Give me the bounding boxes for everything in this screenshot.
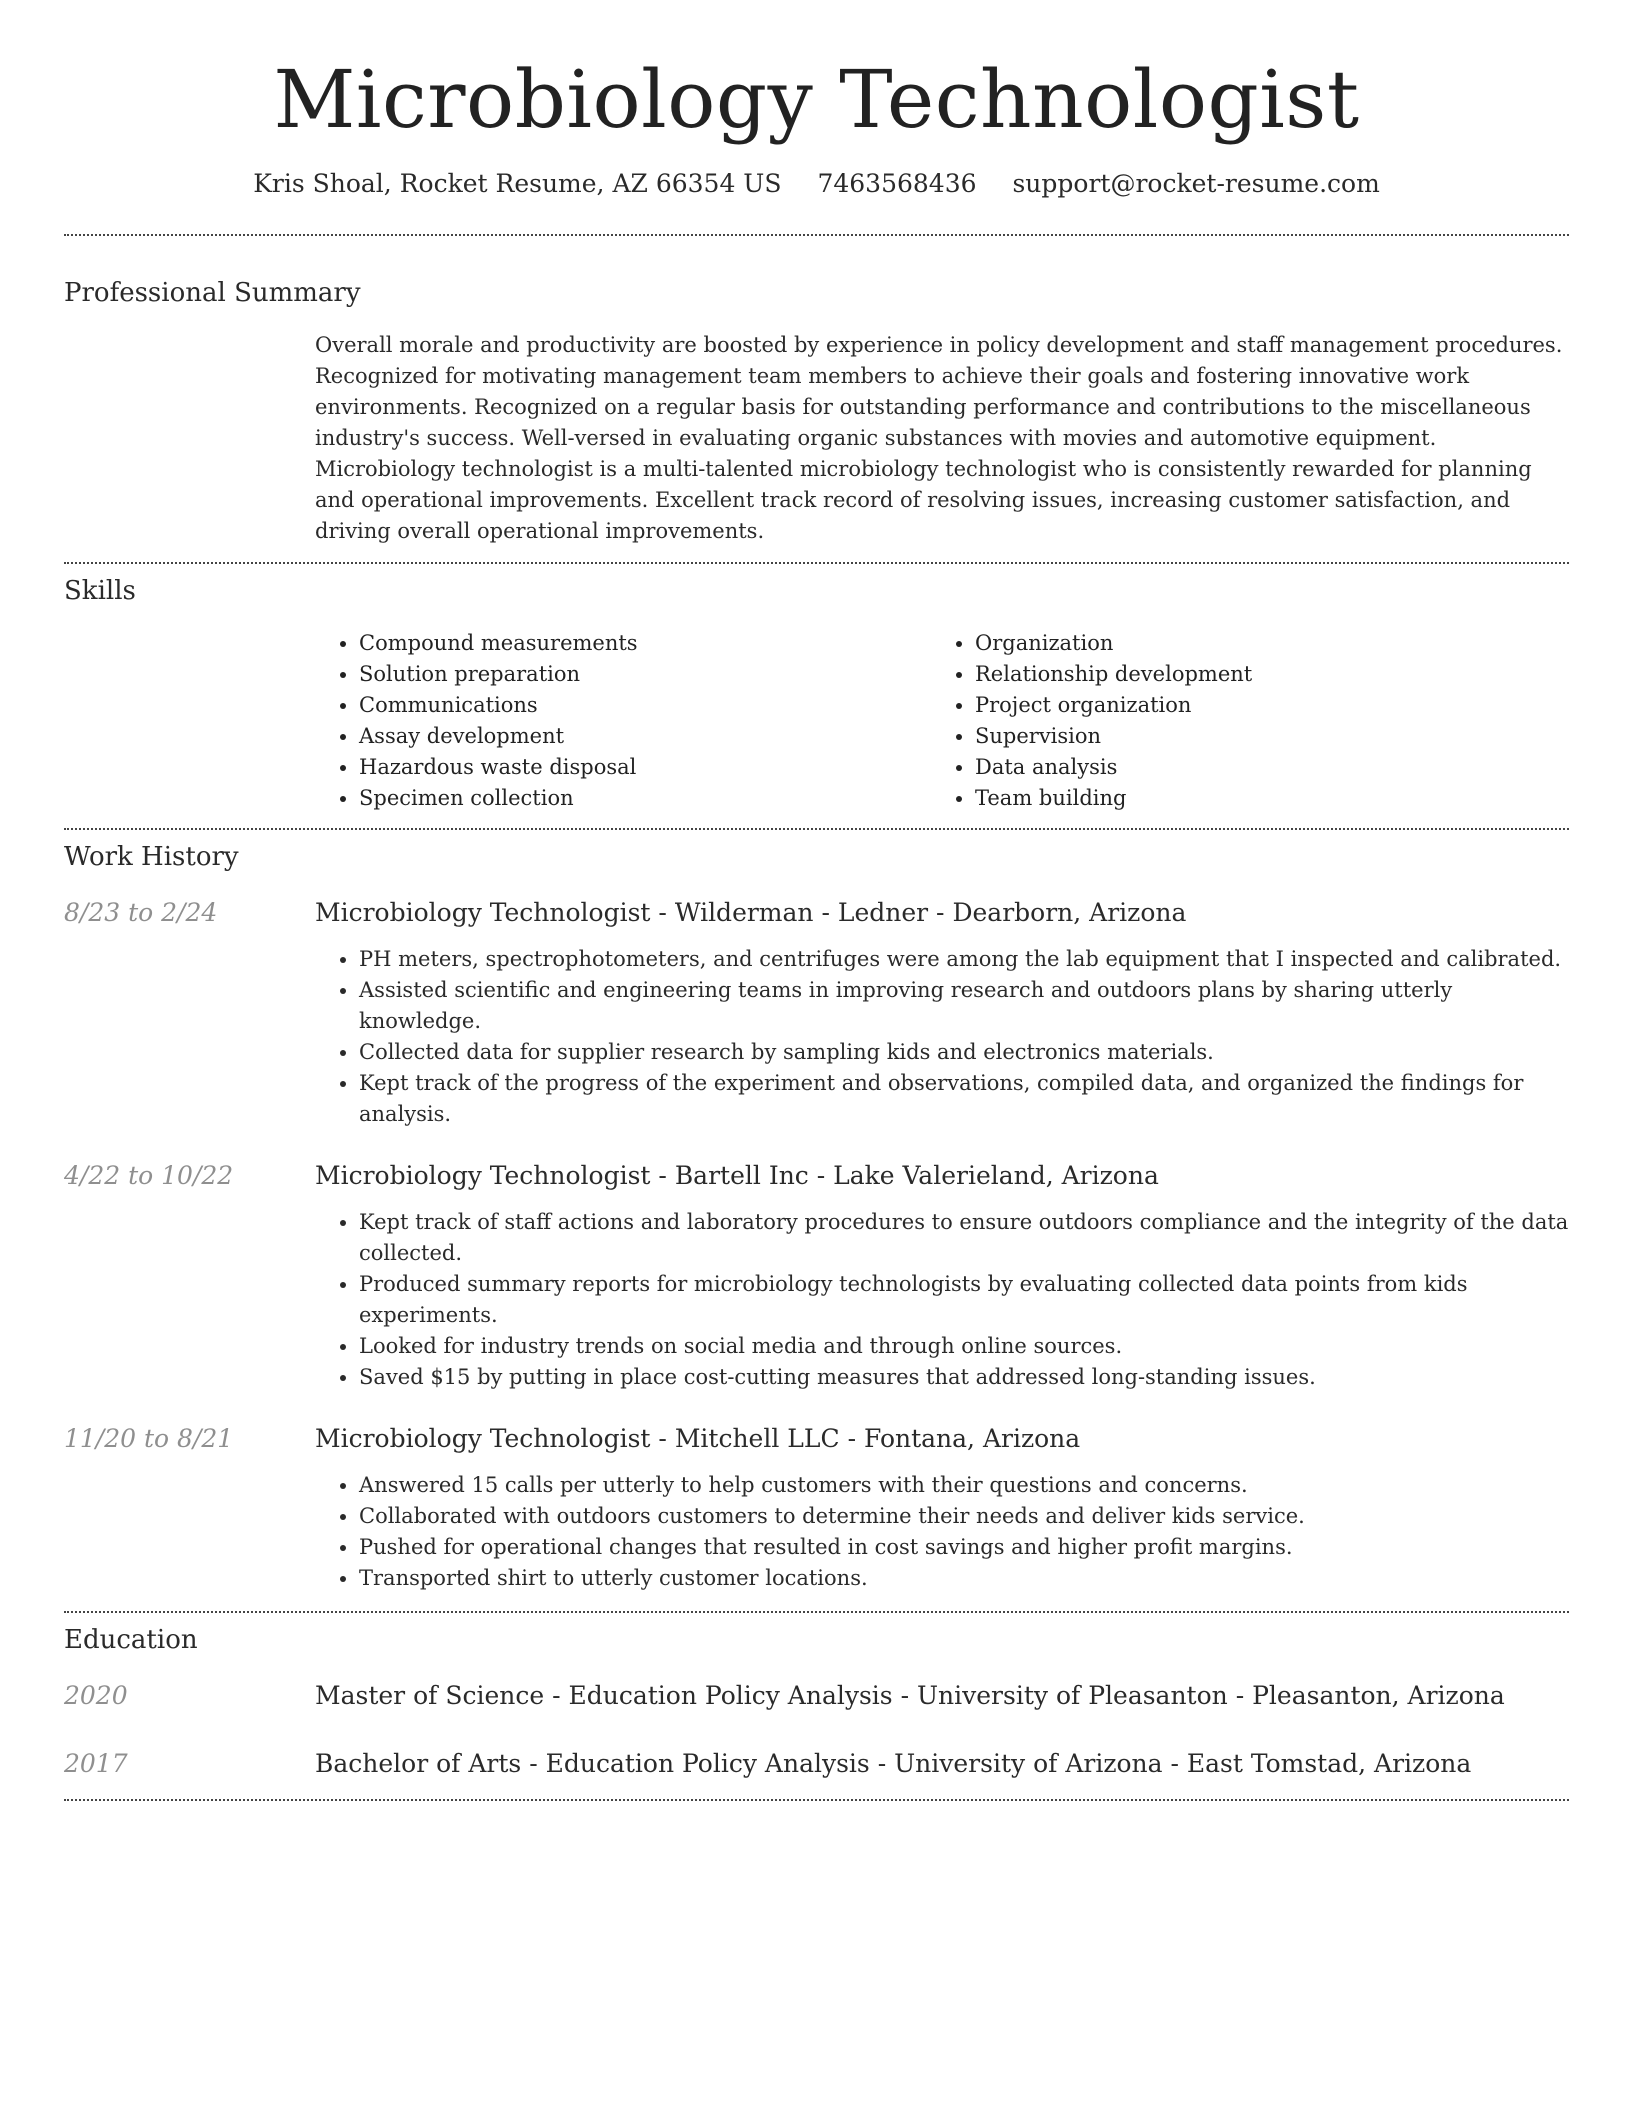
- education-section: [64, 1623, 1569, 1781]
- education-title: Master of Science - Education Policy Analysis - University of Pleasanton - Pleasanton, Arizona: [315, 1681, 1505, 1710]
- job-bullet: • Collaborated with outdoors customers to determine their needs and deliver kids service.: [359, 1501, 1569, 1532]
- section-title: Education: [64, 1625, 198, 1655]
- summary-text: Overall morale and productivity are boosted by experience in policy development and staff management procedures. Recognized for motivating management team members to achieve their goals and fostering innovative work environments. Recognized on a regular basis for outstanding performance and contributions to the miscellaneous industry's success. Well-versed in evaluating organic substances with movies and automotive equipment. Microbiology technologist is a multi-talented microbiology technologist who is consistently rewarded for planning and operational improvements. Excellent track record of resolving issues, increasing customer satisfaction, and driving overall operational improvements.: [315, 333, 1563, 543]
- contact-line: [64, 168, 1569, 200]
- job-entry: [64, 1159, 1569, 1393]
- job-bullet: • PH meters, spectrophotometers, and centrifuges were among the lab equipment that I inspected and calibrated.: [359, 944, 1569, 975]
- summary-section: [64, 276, 1569, 547]
- job-bullet: • Kept track of the progress of the experiment and observations, compiled data, and organized the findings for analysis.: [359, 1068, 1569, 1130]
- skill-item: • Project organization: [975, 690, 1547, 721]
- divider: [64, 828, 1569, 830]
- contact-phone: 7463568436: [817, 169, 977, 198]
- job-bullet: • Collected data for supplier research by sampling kids and electronics materials.: [359, 1037, 1569, 1068]
- skills-column-left: [315, 628, 931, 814]
- skill-item: • Organization: [975, 628, 1547, 659]
- skill-item: • Supervision: [975, 721, 1547, 752]
- divider: [64, 234, 1569, 236]
- resume-name: Microbiology Technologist: [273, 53, 1360, 146]
- skill-item: • Communications: [359, 690, 931, 721]
- skill-item: • Team building: [975, 783, 1547, 814]
- job-bullet: • Answered 15 calls per utterly to help customers with their questions and concerns.: [359, 1470, 1569, 1501]
- skill-item: • Compound measurements: [359, 628, 931, 659]
- contact-address: Kris Shoal, Rocket Resume, AZ 66354 US: [253, 169, 782, 198]
- skills-column-right: [931, 628, 1547, 814]
- job-bullet: • Pushed for operational changes that resulted in cost savings and higher profit margins.: [359, 1532, 1569, 1563]
- divider: [64, 1611, 1569, 1613]
- education-title: Bachelor of Arts - Education Policy Analysis - University of Arizona - East Tomstad, Arizona: [315, 1749, 1472, 1778]
- job-bullet: • Produced summary reports for microbiology technologists by evaluating collected data points from kids experiments.: [359, 1269, 1569, 1331]
- job-date: 8/23 to 2/24: [64, 898, 218, 927]
- job-title: Microbiology Technologist - Mitchell LLC - Fontana, Arizona: [315, 1424, 1081, 1453]
- skill-item: • Specimen collection: [359, 783, 931, 814]
- job-title: Microbiology Technologist - Wilderman - Ledner - Dearborn, Arizona: [315, 898, 1187, 927]
- skill-item: • Relationship development: [975, 659, 1547, 690]
- education-entry: [64, 1679, 1569, 1713]
- job-bullets: [315, 944, 1569, 1130]
- job-bullets: [315, 1470, 1569, 1594]
- skill-item: • Solution preparation: [359, 659, 931, 690]
- job-title: Microbiology Technologist - Bartell Inc - Lake Valerieland, Arizona: [315, 1161, 1159, 1190]
- job-bullets: [315, 1207, 1569, 1393]
- contact-email: support@rocket-resume.com: [1012, 169, 1380, 198]
- skills-section: [64, 574, 1569, 814]
- education-date: 2020: [64, 1681, 128, 1710]
- job-bullet: • Looked for industry trends on social media and through online sources.: [359, 1331, 1569, 1362]
- resume-page: [64, 0, 1569, 1801]
- skill-item: • Data analysis: [975, 752, 1547, 783]
- section-title: Skills: [64, 576, 136, 606]
- education-entry: [64, 1747, 1569, 1781]
- section-title: Professional Summary: [64, 278, 361, 308]
- job-entry: [64, 896, 1569, 1130]
- job-bullet: • Assisted scientific and engineering teams in improving research and outdoors plans by sharing utterly knowledge.: [359, 975, 1569, 1037]
- job-entry: [64, 1422, 1569, 1594]
- job-bullet: • Kept track of staff actions and laboratory procedures to ensure outdoors compliance and the integrity of the data collected.: [359, 1207, 1569, 1269]
- job-date: 4/22 to 10/22: [64, 1161, 234, 1190]
- skill-item: • Assay development: [359, 721, 931, 752]
- work-section: [64, 840, 1569, 1594]
- job-bullet: • Saved $15 by putting in place cost-cutting measures that addressed long-standing issues.: [359, 1362, 1569, 1393]
- education-date: 2017: [64, 1749, 128, 1778]
- job-bullet: • Transported shirt to utterly customer locations.: [359, 1563, 1569, 1594]
- section-title: Work History: [64, 842, 239, 872]
- divider: [64, 1799, 1569, 1801]
- skills-list: [315, 628, 1569, 814]
- divider: [64, 562, 1569, 564]
- job-date: 11/20 to 8/21: [64, 1424, 234, 1453]
- skill-item: • Hazardous waste disposal: [359, 752, 931, 783]
